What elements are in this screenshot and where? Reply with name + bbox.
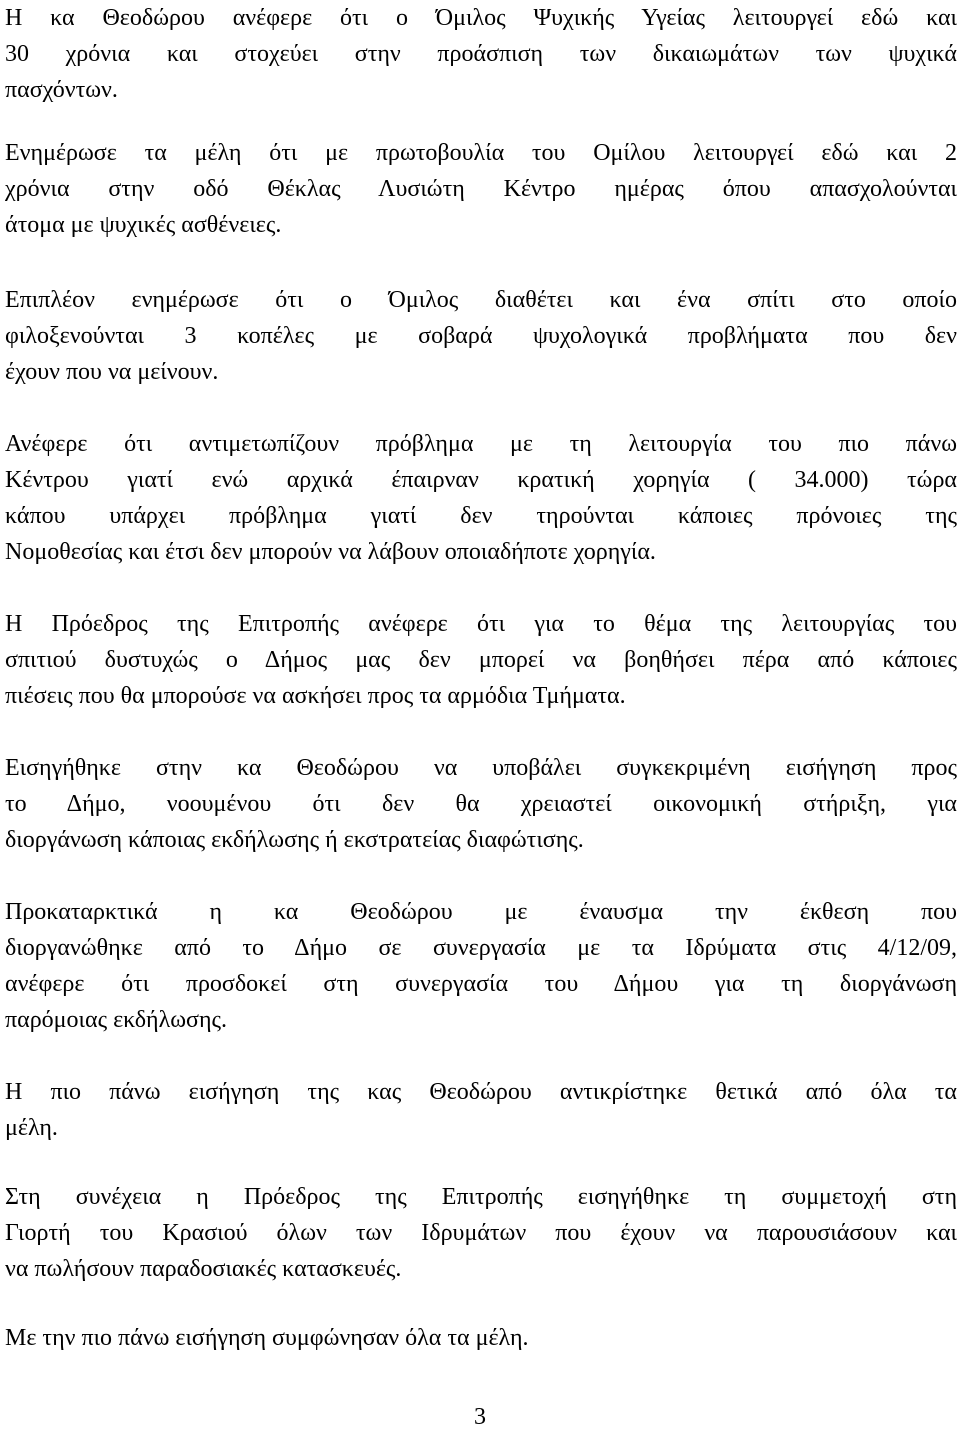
- paragraph: [5, 894, 957, 1038]
- text-line: φιλοξενούνται 3 κοπέλες με σοβαρά ψυχολογικά προβλήματα που δεν: [5, 323, 957, 349]
- text-line: σπιτιού δυστυχώς ο Δήμος μας δεν μπορεί να βοηθήσει πέρα από κάποιες: [5, 647, 957, 673]
- text-line: Νομοθεσίας και έτσι δεν μπορούν να λάβουν οποιαδήποτε χορηγία.: [5, 539, 656, 565]
- text-line: Κέντρου γιατί ενώ αρχικά έπαιρναν κρατική χορηγία ( 34.000) τώρα: [5, 467, 957, 493]
- text-line: Προκαταρκτικά η κα Θεοδώρου με έναυσμα την έκθεση που: [5, 899, 957, 925]
- paragraph: [5, 1179, 957, 1287]
- text-line: διοργανώθηκε από το Δήμο σε συνεργασία με τα Ιδρύματα στις 4/12/09,: [5, 935, 957, 961]
- text-line: 30 χρόνια και στοχεύει στην προάσπιση των δικαιωμάτων των ψυχικά: [5, 41, 957, 67]
- text-line: το Δήμο, νοουμένου ότι δεν θα χρειαστεί οικονομική στήριξη, για: [5, 791, 957, 817]
- text-line: Γιορτή του Κρασιού όλων των Ιδρυμάτων που έχουν να παρουσιάσουν και: [5, 1220, 957, 1246]
- page-number: 3: [474, 1404, 486, 1430]
- paragraph: [5, 282, 957, 390]
- text-line: πιέσεις που θα μπορούσε να ασκήσει προς τα αρμόδια Τμήματα.: [5, 683, 626, 709]
- text-line: κάπου υπάρχει πρόβλημα γιατί δεν τηρούνται κάποιες πρόνοιες της: [5, 503, 957, 529]
- text-line: Εισηγήθηκε στην κα Θεοδώρου να υποβάλει συγκεκριμένη εισήγηση προς: [5, 755, 957, 781]
- text-line: Ενημέρωσε τα μέλη ότι με πρωτοβουλία του Ομίλου λειτουργεί εδώ και 2: [5, 140, 957, 166]
- text-line: μέλη.: [5, 1115, 58, 1141]
- paragraph: [5, 1320, 957, 1356]
- paragraph: [5, 426, 957, 570]
- text-line: πασχόντων.: [5, 77, 118, 103]
- text-line: Επιπλέον ενημέρωσε ότι ο Όμιλος διαθέτει και ένα σπίτι στο οποίο: [5, 287, 957, 313]
- text-line: Η πιο πάνω εισήγηση της κας Θεοδώρου αντικρίστηκε θετικά από όλα τα: [5, 1079, 957, 1105]
- text-line: να πωλήσουν παραδοσιακές κατασκευές.: [5, 1256, 402, 1282]
- paragraph: [5, 750, 957, 858]
- text-line: άτομα με ψυχικές ασθένειες.: [5, 212, 282, 238]
- text-line: διοργάνωση κάποιας εκδήλωσης ή εκστρατείας διαφώτισης.: [5, 827, 584, 853]
- text-line: παρόμοιας εκδήλωσης.: [5, 1007, 227, 1033]
- text-line: Η κα Θεοδώρου ανέφερε ότι ο Όμιλος Ψυχικής Υγείας λειτουργεί εδώ και: [5, 5, 957, 31]
- text-line: Με την πιο πάνω εισήγηση συμφώνησαν όλα τα μέλη.: [5, 1325, 529, 1351]
- paragraph: [5, 606, 957, 714]
- paragraph: [5, 0, 957, 108]
- paragraph: [5, 1074, 957, 1146]
- text-line: Η Πρόεδρος της Επιτροπής ανέφερε ότι για το θέμα της λειτουργίας του: [5, 611, 957, 637]
- text-line: χρόνια στην οδό Θέκλας Λυσιώτη Κέντρο ημέρας όπου απασχολούνται: [5, 176, 957, 202]
- paragraph: [5, 135, 957, 243]
- text-line: έχουν που να μείνουν.: [5, 359, 219, 385]
- text-line: Ανέφερε ότι αντιμετωπίζουν πρόβλημα με τη λειτουργία του πιο πάνω: [5, 431, 957, 457]
- text-line: ανέφερε ότι προσδοκεί στη συνεργασία του Δήμου για τη διοργάνωση: [5, 971, 957, 997]
- text-line: Στη συνέχεια η Πρόεδρος της Επιτροπής εισηγήθηκε τη συμμετοχή στη: [5, 1184, 957, 1210]
